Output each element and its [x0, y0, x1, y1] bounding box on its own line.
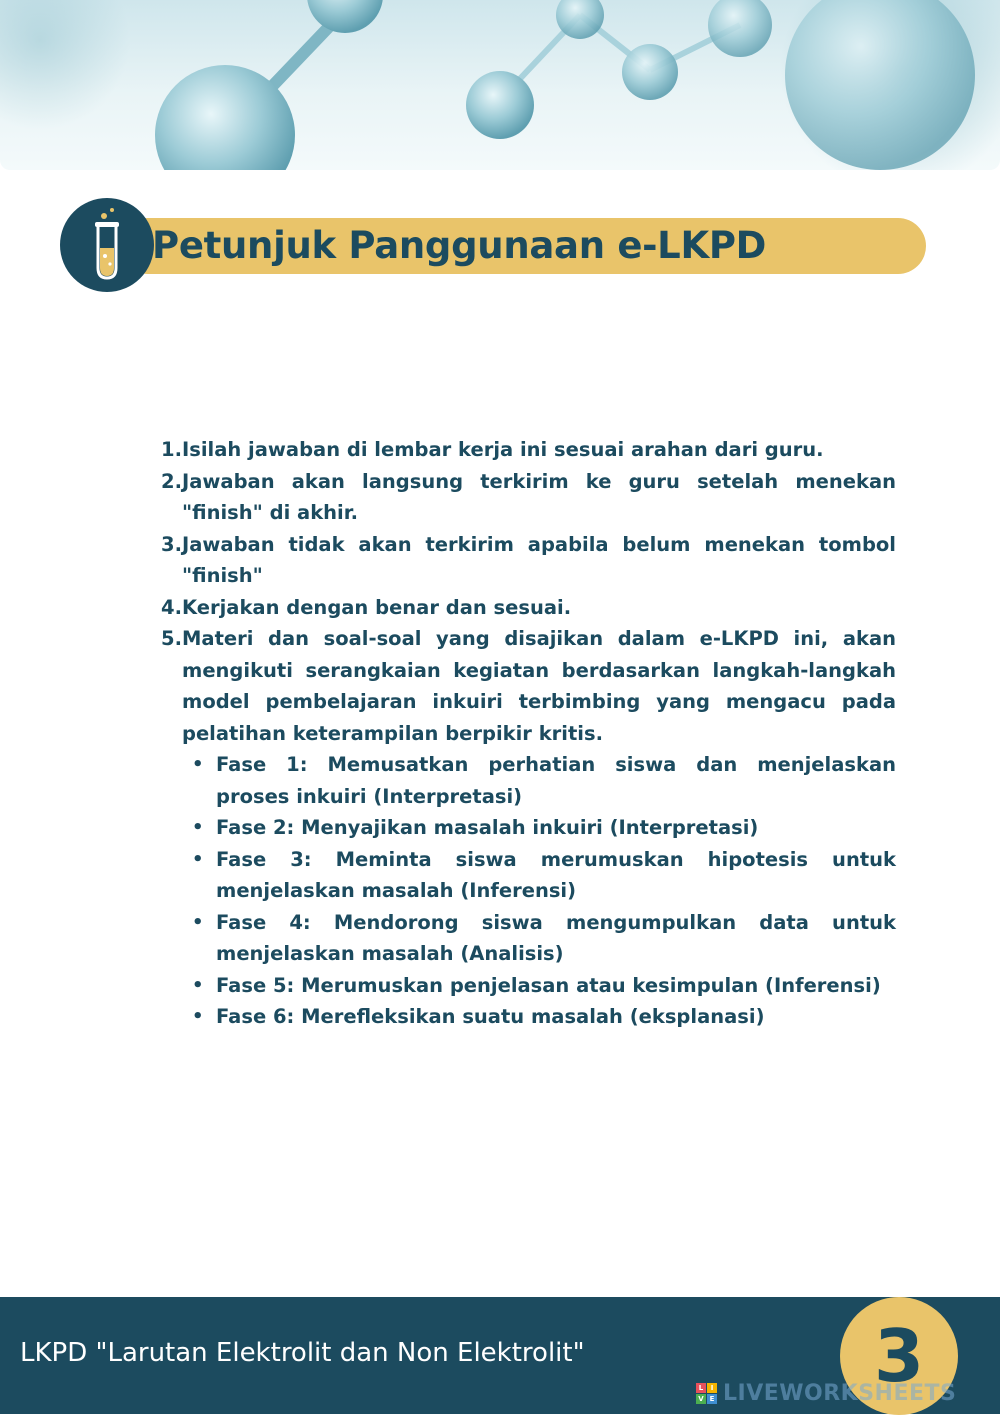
phase-item — [192, 749, 896, 812]
list-text: Jawaban tidak akan terkirim apabila belum menekan tombol "finish" — [182, 532, 896, 587]
list-number: 2. — [161, 469, 182, 493]
list-item — [158, 466, 896, 529]
page-number: 3 — [873, 1314, 925, 1398]
watermark-text: LIVEWORKSHEETS — [723, 1380, 957, 1406]
phase-text: Fase 3: Meminta siswa merumuskan hipotesis untuk menjelaskan masalah (Inferensi) — [216, 847, 896, 902]
phase-list — [192, 749, 896, 1033]
list-text: Kerjakan dengan benar dan sesuai. — [182, 595, 572, 619]
watermark[interactable] — [696, 1379, 956, 1407]
phase-text: Fase 4: Mendorong siswa mengumpulkan data untuk menjelaskan masalah (Analisis) — [216, 910, 896, 965]
phase-text: Fase 1: Memusatkan perhatian siswa dan menjelaskan proses inkuiri (Interpretasi) — [216, 753, 896, 808]
molecule-illustration-icon — [0, 0, 1000, 170]
phase-text: Fase 5: Merumuskan penjelasan atau kesimpulan (Inferensi) — [216, 973, 881, 997]
bullet-icon: • — [192, 911, 204, 933]
phase-item — [192, 812, 896, 844]
bullet-icon: • — [192, 817, 204, 838]
phase-item — [192, 844, 896, 907]
title-badge — [60, 198, 154, 292]
section-title — [60, 198, 880, 294]
phase-item — [192, 907, 896, 970]
page-title: Petunjuk Panggunaan e-LKPD — [152, 224, 767, 267]
list-number: 1. — [161, 438, 182, 461]
list-item — [158, 434, 896, 466]
phase-item — [192, 1001, 896, 1033]
bullet-icon: • — [192, 848, 204, 870]
phase-text: Fase 6: Merefleksikan suatu masalah (eksplanasi) — [216, 1005, 765, 1028]
bullet-icon: • — [192, 1006, 204, 1027]
bullet-icon: • — [192, 974, 204, 996]
phase-text: Fase 2: Menyajikan masalah inkuiri (Interpretasi) — [216, 816, 759, 839]
phase-item — [192, 970, 896, 1002]
liveworksheets-logo-icon: L I V E — [696, 1383, 717, 1404]
list-item — [158, 529, 896, 592]
list-text: Materi dan soal-soal yang disajikan dalam e-LKPD ini, akan mengikuti serangkaian kegiatan berdasarkan langkah-langkah model pembelajaran inkuiri terbimbing yang mengacu pada pelatihan keterampilan berpikir kritis. — [182, 627, 896, 745]
test-tube-icon — [60, 198, 154, 292]
header-banner — [0, 0, 1000, 170]
list-text: Jawaban akan langsung terkirim ke guru setelah menekan "finish" di akhir. — [182, 469, 896, 524]
list-item — [158, 623, 896, 749]
list-number: 4. — [161, 595, 182, 619]
list-item — [158, 592, 896, 624]
list-number: 5. — [161, 627, 182, 650]
bullet-icon: • — [192, 754, 204, 775]
list-text: Isilah jawaban di lembar kerja ini sesuai arahan dari guru. — [182, 438, 824, 461]
footer-title: LKPD "Larutan Elektrolit dan Non Elektrolit" — [20, 1338, 585, 1368]
list-number: 3. — [161, 532, 182, 556]
footer-bar — [0, 1297, 1000, 1414]
instructions-list — [158, 434, 896, 1033]
